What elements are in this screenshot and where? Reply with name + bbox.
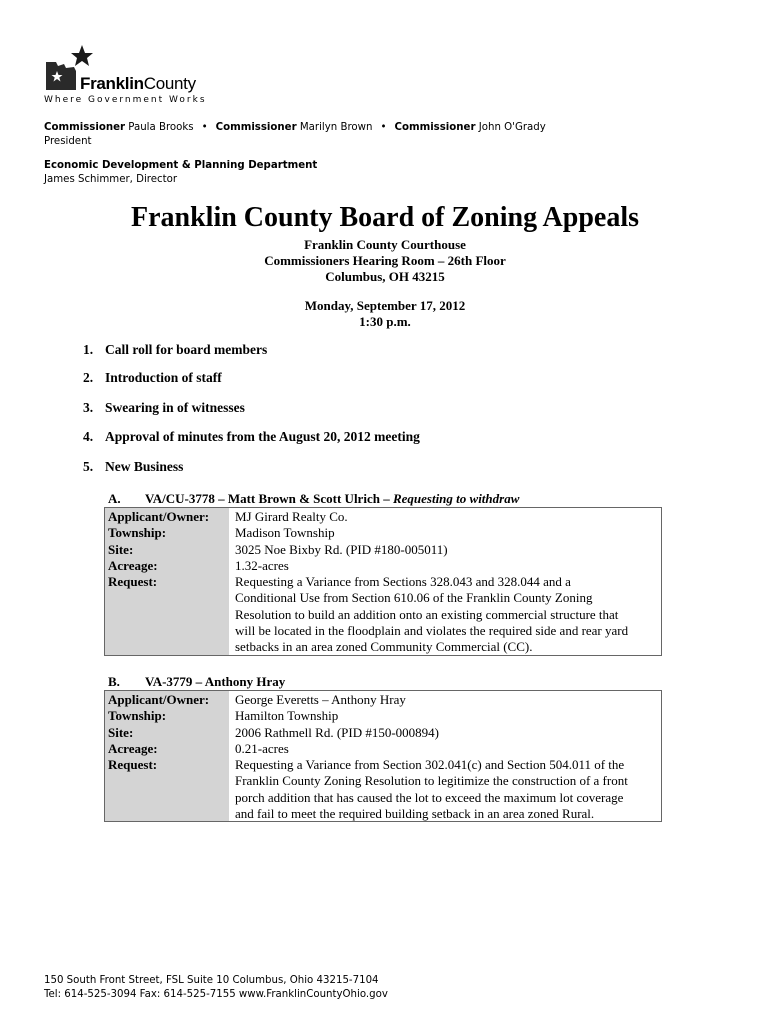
location-line: Commissioners Hearing Room – 26th Floor bbox=[264, 253, 506, 268]
acreage-label: Acreage: bbox=[108, 558, 158, 573]
applicant-label: Applicant/Owner: bbox=[108, 509, 210, 524]
agenda-item: 4. Approval of minutes from the August 20, 2012 meeting bbox=[83, 429, 420, 444]
logo-tagline: Where Government Works bbox=[44, 95, 207, 105]
request-label: Request: bbox=[108, 574, 158, 589]
commissioner-name: John O'Grady bbox=[478, 122, 546, 133]
request-line: will be located in the floodplain and violates the required side and rear yard bbox=[235, 623, 629, 638]
acreage-value: 1.32-acres bbox=[235, 558, 289, 573]
case-heading: A. VA/CU-3778 – Matt Brown & Scott Ulrich – Requesting to withdraw bbox=[108, 491, 520, 506]
request-line: Conditional Use from Section 610.06 of the Franklin County Zoning bbox=[235, 590, 593, 605]
footer-address: 150 South Front Street, FSL Suite 10 Columbus, Ohio 43215-7104 bbox=[44, 975, 379, 986]
agenda-item: 5. New Business bbox=[83, 459, 184, 474]
commissioners-line bbox=[44, 122, 546, 133]
separator: • bbox=[201, 122, 208, 133]
franklin-county-logo bbox=[44, 44, 224, 108]
township-value: Hamilton Township bbox=[235, 708, 339, 723]
commissioner-title: Commissioner bbox=[44, 122, 126, 133]
agenda-item: 1. Call roll for board members bbox=[83, 342, 268, 357]
director-name: James Schimmer, Director bbox=[44, 174, 178, 185]
footer-contact: Tel: 614-525-3094 Fax: 614-525-7155 www.FranklinCountyOhio.gov bbox=[44, 989, 388, 1000]
acreage-value: 0.21-acres bbox=[235, 741, 289, 756]
page-title: Franklin County Board of Zoning Appeals bbox=[130, 202, 640, 233]
applicant-label: Applicant/Owner: bbox=[108, 692, 210, 707]
meeting-time: 1:30 p.m. bbox=[359, 314, 411, 329]
agenda-item: 3. Swearing in of witnesses bbox=[83, 400, 245, 415]
township-value: Madison Township bbox=[235, 525, 335, 540]
site-value: 2006 Rathmell Rd. (PID #150-000894) bbox=[235, 725, 440, 740]
applicant-value: MJ Girard Realty Co. bbox=[235, 509, 348, 524]
request-line: and fail to meet the required building setback in an area zoned Rural. bbox=[235, 806, 595, 821]
site-label: Site: bbox=[108, 725, 134, 740]
commissioner-title: Commissioner bbox=[215, 122, 297, 133]
separator: • bbox=[380, 122, 387, 133]
meeting-date: Monday, September 17, 2012 bbox=[304, 298, 466, 313]
request-line: porch addition that has caused the lot to exceed the maximum lot coverage bbox=[235, 790, 624, 805]
request-line: Resolution to build an addition onto an existing commercial structure that bbox=[235, 607, 619, 622]
location-line: Franklin County Courthouse bbox=[304, 237, 466, 252]
commissioner-name: Marilyn Brown bbox=[299, 122, 373, 133]
acreage-label: Acreage: bbox=[108, 741, 158, 756]
president-label: President bbox=[44, 136, 92, 147]
request-line: Requesting a Variance from Sections 328.043 and 328.044 and a bbox=[235, 574, 571, 589]
case-heading: B. VA-3779 – Anthony Hray bbox=[108, 674, 286, 689]
case-details-table bbox=[104, 690, 662, 822]
request-label: Request: bbox=[108, 757, 158, 772]
site-value: 3025 Noe Bixby Rd. (PID #180-005011) bbox=[235, 542, 448, 557]
commissioner-title: Commissioner bbox=[394, 122, 476, 133]
site-label: Site: bbox=[108, 542, 134, 557]
agenda-item: 2. Introduction of staff bbox=[83, 370, 222, 385]
location-line: Columbus, OH 43215 bbox=[325, 269, 445, 284]
township-label: Township: bbox=[108, 708, 167, 723]
township-label: Township: bbox=[108, 525, 167, 540]
commissioner-name: Paula Brooks bbox=[128, 122, 194, 133]
case-details-table bbox=[104, 507, 662, 656]
logo-name: FranklinCounty bbox=[80, 74, 196, 93]
department-name: Economic Development & Planning Department bbox=[44, 160, 318, 171]
applicant-value: George Everetts – Anthony Hray bbox=[235, 692, 406, 707]
request-line: Franklin County Zoning Resolution to legitimize the construction of a front bbox=[235, 773, 628, 788]
request-line: Requesting a Variance from Section 302.041(c) and Section 504.011 of the bbox=[235, 757, 625, 772]
request-line: setbacks in an area zoned Community Commercial (CC). bbox=[235, 639, 533, 654]
